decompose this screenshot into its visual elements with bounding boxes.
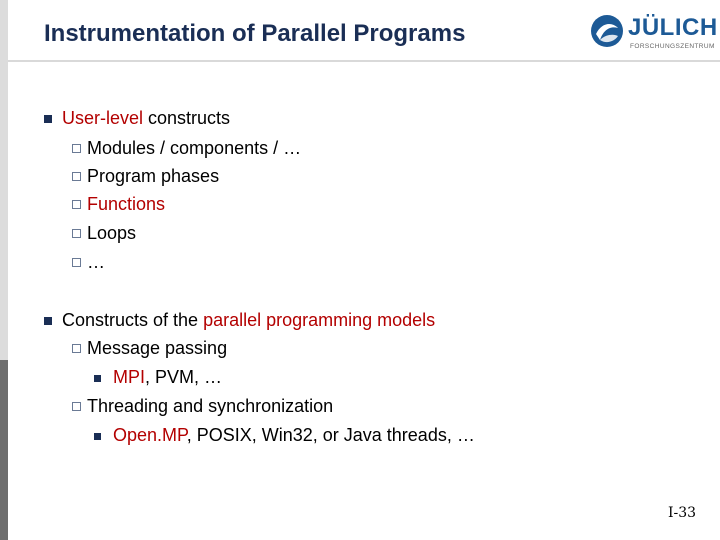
parallel-heading-pre: Constructs of the <box>62 310 204 330</box>
sub-sub-item-text: , PVM, … <box>145 367 223 387</box>
box-bullet-icon <box>72 344 81 353</box>
parallel-heading-highlight: parallel programming models <box>203 310 436 330</box>
page-number: I-33 <box>668 505 697 521</box>
square-bullet-icon <box>94 375 101 382</box>
julich-logo <box>590 12 718 54</box>
sub-sub-item <box>94 366 222 388</box>
square-bullet-icon <box>44 115 52 123</box>
box-bullet-icon <box>72 402 81 411</box>
sub-item-text: Loops <box>87 223 137 243</box>
sub-item <box>72 395 333 417</box>
sub-item-text: … <box>87 252 105 272</box>
sub-item <box>72 222 136 244</box>
box-bullet-icon <box>72 200 81 209</box>
sub-item <box>72 137 301 159</box>
sub-item-text: Threading and synchronization <box>87 396 334 416</box>
user-level-rest: constructs <box>143 108 231 128</box>
sub-item-text: Functions <box>87 194 166 214</box>
logo-wordmark: JÜLICH <box>628 14 718 41</box>
sub-sub-item <box>94 424 475 446</box>
sub-item <box>72 165 219 187</box>
box-bullet-icon <box>72 144 81 153</box>
box-bullet-icon <box>72 172 81 181</box>
user-level-highlight: User-level <box>62 108 144 128</box>
sub-item-text: Modules / components / … <box>87 138 302 158</box>
box-bullet-icon <box>72 258 81 267</box>
logo-subtitle: FORSCHUNGSZENTRUM <box>630 43 715 50</box>
bullet-user-level <box>44 107 230 129</box>
sub-item <box>72 337 227 359</box>
bullet-parallel-models <box>44 309 435 331</box>
left-decor-bar-bottom <box>0 360 8 540</box>
julich-emblem-icon <box>590 14 624 48</box>
square-bullet-icon <box>94 433 101 440</box>
box-bullet-icon <box>72 229 81 238</box>
left-decor-bar-top <box>0 0 8 360</box>
square-bullet-icon <box>44 317 52 325</box>
sub-item-text: Program phases <box>87 166 220 186</box>
sub-item-text: Message passing <box>87 338 228 358</box>
sub-item <box>72 193 165 215</box>
slide-title: Instrumentation of Parallel Programs <box>44 20 466 47</box>
mpi-highlight: MPI <box>113 367 146 387</box>
sub-item <box>72 251 105 273</box>
title-divider <box>8 60 720 62</box>
openmp-highlight: Open.MP <box>113 425 187 445</box>
sub-sub-item-text: , POSIX, Win32, or Java threads, … <box>186 425 475 445</box>
